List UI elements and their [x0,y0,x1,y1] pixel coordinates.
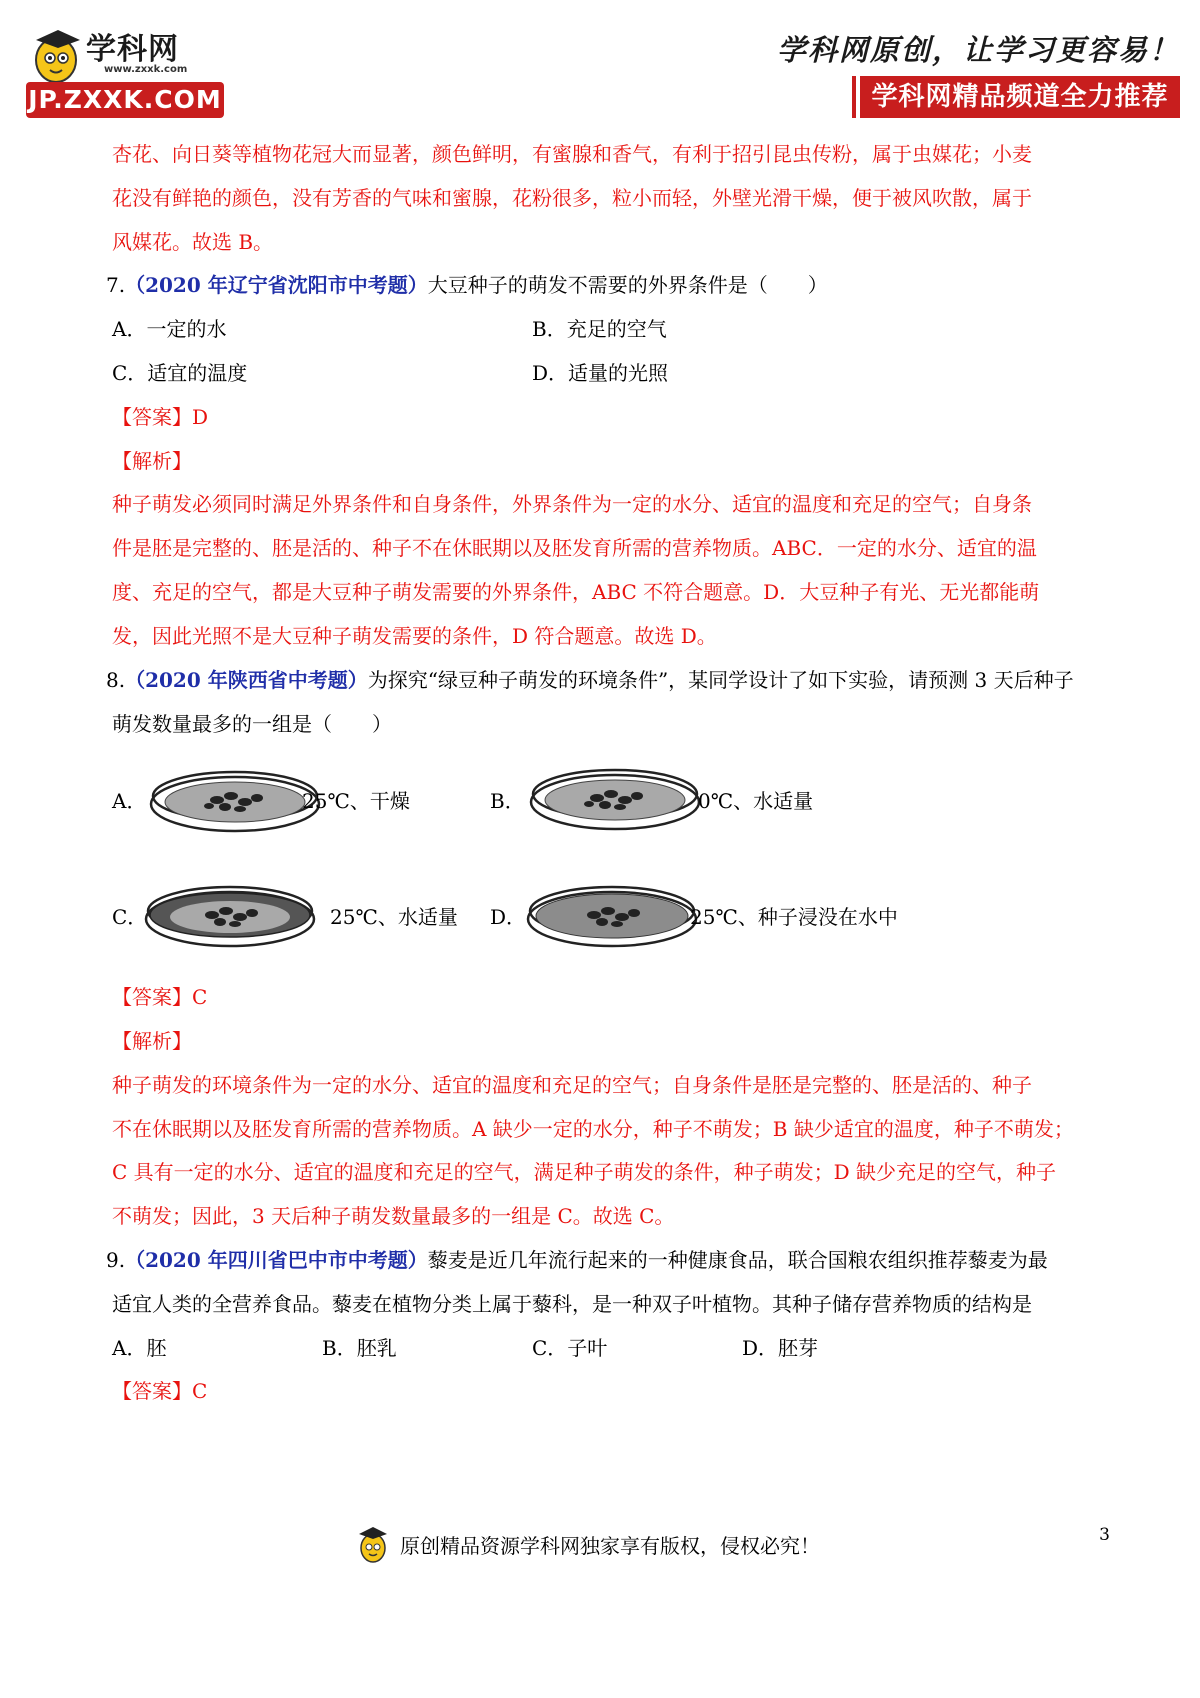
q8-analysis-line-2: 不在休眠期以及胚发育所需的营养物质。A 缺少一定的水分，种子不萌发；B 缺少适宜的温度，种子不萌发； [112,1117,1074,1141]
q9-option-a: A．胚 [112,1336,167,1360]
page-number: 3 [1099,1525,1110,1545]
answer-value: C [192,985,208,1009]
question-9-stem-line-2: 适宜人类的全营养食品。藜麦在植物分类上属于藜科，是一种双子叶植物。其种子储存营养物质的结构是 [112,1292,1032,1316]
question-8-stem [106,666,1074,694]
q7-option-d: D．适量的光照 [532,361,669,385]
q8-analysis-line-1: 种子萌发的环境条件为一定的水分、适宜的温度和充足的空气；自身条件是胚是完整的、胚是活的、种子 [112,1073,1032,1097]
petri-dish-c-icon [140,875,320,965]
question-text: 大豆种子的萌发不需要的外界条件是（ ） [427,273,828,297]
answer-label: 【答案】 [112,405,192,429]
q7-option-c: C．适宜的温度 [112,361,248,385]
answer-value: D [192,405,209,429]
dish-d-condition: 25℃、种子浸没在水中 [690,905,898,929]
dish-a-condition: 25℃、干燥 [302,789,410,813]
logo-url-banner: JP.ZXXK.COM [26,82,224,118]
question-text: 藜麦是近几年流行起来的一种健康食品，联合国粮农组织推荐藜麦为最 [427,1248,1048,1272]
question-number: 7. [106,273,126,297]
q7-analysis-line-1: 种子萌发必须同时满足外界条件和自身条件，外界条件为一定的水分、适宜的温度和充足的空气；自身条 [112,492,1032,516]
logo-small-url: www.zxxk.com [104,64,188,75]
question-source: （2020 年辽宁省沈阳市中考题） [125,273,428,297]
header-slogan: 学科网原创，让学习更容易！ [776,33,1180,67]
dish-c-letter: C． [112,905,148,929]
q7-analysis-label: 【解析】 [112,449,192,473]
petri-dish-a-icon [145,760,325,850]
dish-d-letter: D． [490,905,527,929]
q8-analysis-line-4: 不萌发；因此，3 天后种子萌发数量最多的一组是 C。故选 C。 [112,1204,675,1228]
site-logo[interactable] [24,20,224,120]
petri-dish-b-icon [525,758,705,848]
answer-label: 【答案】 [112,985,192,1009]
question-source: （2020 年陕西省中考题） [125,668,368,692]
question-number: 9. [106,1248,126,1272]
mascot-icon [355,1522,395,1566]
recommend-banner: 学科网精品频道全力推荐 [860,76,1180,118]
intro-line-2: 花没有鲜艳的颜色，没有芳香的气味和蜜腺，花粉很多，粒小而轻，外壁光滑干燥，便于被风吹散，属于 [112,186,1032,210]
petri-dish-d-icon [522,875,702,965]
question-source: （2020 年四川省巴中市中考题） [125,1248,428,1272]
q7-analysis-line-4: 发，因此光照不是大豆种子萌发需要的条件，D 符合题意。故选 D。 [112,624,717,648]
question-7-stem [106,271,828,299]
question-text: 为探究“绿豆种子萌发的环境条件”，某同学设计了如下实验，请预测 3 天后种子 [367,668,1074,692]
mascot-icon [24,20,94,90]
q8-analysis-line-3: C 具有一定的水分、适宜的温度和充足的空气，满足种子萌发的条件，种子萌发；D 缺少充足的空气，种子 [112,1160,1057,1184]
q7-answer [112,403,208,431]
q7-analysis-line-3: 度、充足的空气，都是大豆种子萌发需要的外界条件，ABC 不符合题意。D．大豆种子有光、无光都能萌 [112,580,1040,604]
question-number: 8. [106,668,126,692]
q9-answer [112,1377,207,1405]
dish-c-condition: 25℃、水适量 [330,905,458,929]
q7-option-a: A．一定的水 [112,317,227,341]
intro-line-3: 风媒花。故选 B。 [112,230,274,254]
dish-b-letter: B． [490,789,525,813]
q9-option-c: C．子叶 [532,1336,608,1360]
question-8-stem-line-2: 萌发数量最多的一组是（ ） [112,712,392,736]
q7-analysis-line-2: 件是胚是完整的、胚是活的、种子不在休眠期以及胚发育所需的营养物质。ABC．一定的水分、适宜的温 [112,536,1037,560]
q9-option-d: D．胚芽 [742,1336,819,1360]
dish-b-condition: 0℃、水适量 [698,789,814,813]
copyright-notice: 原创精品资源学科网独家享有版权，侵权必究！ [400,1534,820,1558]
logo-title: 学科网 [86,32,179,67]
question-9-stem [106,1246,1048,1274]
q8-analysis-label: 【解析】 [112,1029,192,1053]
q8-answer [112,983,207,1011]
dish-a-letter: A． [112,789,147,813]
answer-label: 【答案】 [112,1379,192,1403]
intro-line-1: 杏花、向日葵等植物花冠大而显著，颜色鲜明，有蜜腺和香气，有利于招引昆虫传粉，属于虫媒花；小麦 [112,142,1032,166]
answer-value: C [192,1379,208,1403]
q7-option-b: B．充足的空气 [532,317,667,341]
q9-option-b: B．胚乳 [322,1336,397,1360]
